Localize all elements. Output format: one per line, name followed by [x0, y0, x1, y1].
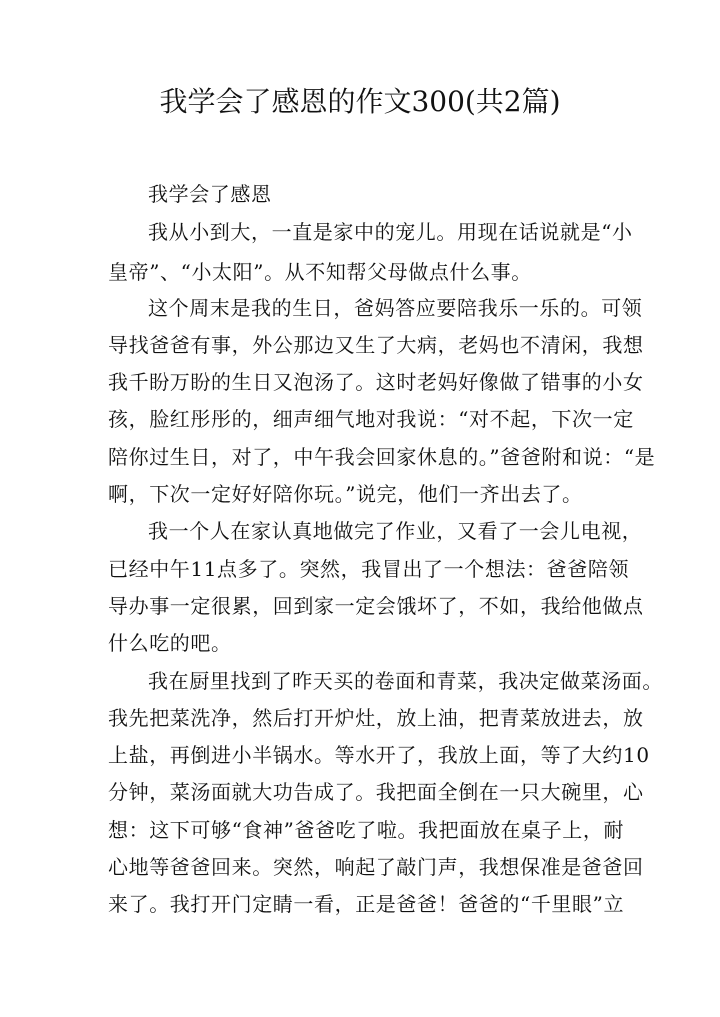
paragraph-line: 我在厨里找到了昨天买的卷面和青菜，我决定做菜汤面。	[148, 669, 663, 693]
paragraph-line: 分钟，菜汤面就大功告成了。我把面全倒在一只大碗里，心	[108, 780, 644, 804]
paragraph-line: 皇帝”、“小太阳”。从不知帮父母做点什么事。	[108, 260, 532, 284]
paragraph-line: 上盐，再倒进小半锅水。等水开了，我放上面，等了大约10	[108, 743, 650, 767]
paragraph-line: 想：这下可够“食神”爸爸吃了啦。我把面放在桌子上，耐	[108, 818, 625, 842]
paragraph-line: 心地等爸爸回来。突然，响起了敲门声，我想保准是爸爸回	[108, 855, 644, 879]
essay-subtitle: 我学会了感恩	[148, 182, 272, 206]
document-title: 我学会了感恩的作文300(共2篇)	[159, 85, 561, 118]
paragraph-line: 孩，脸红彤彤的，细声细气地对我说：“对不起，下次一定	[108, 407, 634, 431]
paragraph-line: 这个周末是我的生日，爸妈答应要陪我乐一乐的。可领	[148, 296, 643, 320]
paragraph-line: 什么吃的吧。	[108, 631, 232, 655]
paragraph-line: 导找爸爸有事，外公那边又生了大病，老妈也不清闲，我想	[108, 333, 644, 357]
paragraph-line: 我一个人在家认真地做完了作业，又看了一会儿电视，	[148, 519, 643, 543]
paragraph-line: 我先把菜洗净，然后打开炉灶，放上油，把青菜放进去，放	[108, 706, 644, 730]
paragraph-line: 啊，下次一定好好陪你玩。”说完，他们一齐出去了。	[108, 482, 583, 506]
paragraph-line: 来了。我打开门定睛一看，正是爸爸！爸爸的“千里眼”立	[108, 892, 625, 916]
paragraph-line: 导办事一定很累，回到家一定会饿坏了，不如，我给他做点	[108, 594, 644, 618]
paragraph-line: 我千盼万盼的生日又泡汤了。这时老妈好像做了错事的小女	[108, 370, 644, 394]
paragraph-line: 我从小到大，一直是家中的宠儿。用现在话说就是“小	[148, 220, 633, 244]
paragraph-line: 陪你过生日，对了，中午我会回家休息的。”爸爸附和说：“是	[108, 445, 656, 469]
paragraph-line: 已经中午11点多了。突然，我冒出了一个想法：爸爸陪领	[108, 557, 630, 581]
